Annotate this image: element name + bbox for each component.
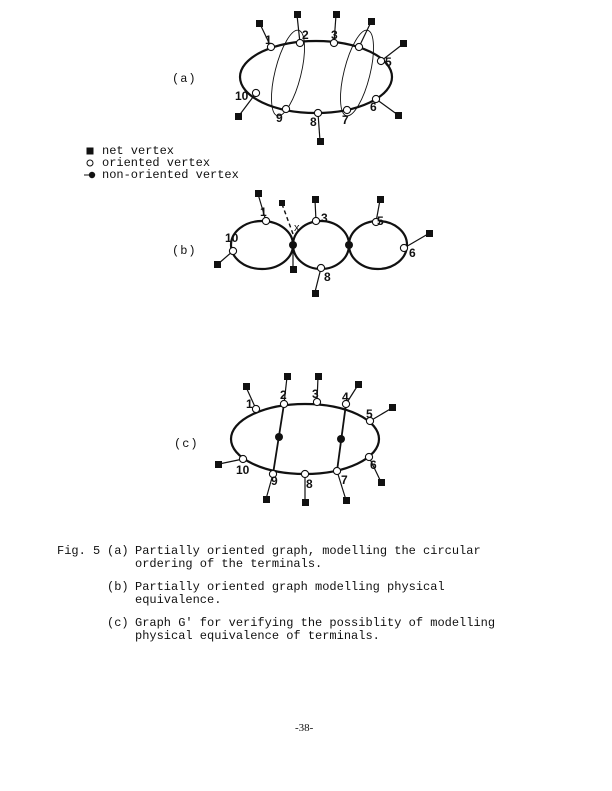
graph-c-vertex-label: 7 [341,473,348,487]
graph-c-net-vertex [378,479,385,486]
graph-c-vertex-label: 3 [312,387,319,401]
legend-nonoriented-label: non-oriented vertex [102,168,239,182]
graph-c-vertex-label: 2 [280,388,287,402]
graph-c-vertex-label: 1 [246,397,253,411]
graph-a-vertex-label: 1 [265,33,272,47]
graph-c-net-vertex [302,499,309,506]
graph-c-vertex-label: 10 [236,463,250,477]
graph-b-vertex-label: 8 [324,270,331,284]
graph-c-vertex-label: 6 [370,458,377,472]
caption-b-line2: equivalence. [135,593,222,607]
caption-c-line1: Graph G' for verifying the possiblity of modelling [135,616,496,630]
caption-a-tag: (a) [107,544,129,558]
legend-oriented-label: oriented vertex [102,156,211,170]
graph-a-vertex-label: 7 [342,113,349,127]
graph-c-net-vertex [355,381,362,388]
figure-caption [57,545,577,643]
panel-a-label: (a) [172,72,197,86]
caption-fig-label: Fig. 5 [57,544,101,558]
caption-c-text [135,617,495,643]
graph-c-vertex-label: 9 [271,474,278,488]
graph-c-vertex-label: 5 [366,407,373,421]
graph-a-vertex-label: 6 [370,100,377,114]
graph-c-oriented-vertex [333,467,340,474]
page-number: -38- [295,722,314,734]
graph-a-vertex-label: 9 [276,111,283,125]
graph-c-net-vertex [284,373,291,380]
caption-b-line1: Partially oriented graph modelling physical [135,580,445,594]
graph-c-net-vertex [263,496,270,503]
caption-c-line2: physical equivalence of terminals. [135,629,380,643]
caption-a-text [135,545,481,571]
panel-b-label: (b) [172,244,197,258]
graph-c-non-oriented-vertex [337,435,345,443]
graph-b-vertex-label: 5 [377,214,384,228]
caption-a [57,545,577,571]
graph-c-net-vertex [343,497,350,504]
graph-c-net-vertex [215,461,222,468]
graph-c-net-vertex [243,383,250,390]
graph-c-vertex-label: 4 [342,390,349,404]
graph-c-net-vertex [315,373,322,380]
graph-b-vertex-label: 10 [225,231,239,245]
graph-c-vertex-label: 8 [306,477,313,491]
graph-c-oriented-vertex [252,405,259,412]
graph-a-vertex-label: 5 [385,55,392,69]
caption-b-text [135,581,445,607]
legend-net-label: net vertex [102,144,175,158]
caption-b [57,581,577,607]
caption-a-line2: ordering of the terminals. [135,557,323,571]
caption-b-tag: (b) [107,580,129,594]
caption-a-line1: Partially oriented graph, modelling the circular [135,544,481,558]
panel-c-label: (c) [174,437,199,451]
graph-a-vertex-label: 10 [235,89,249,103]
caption-c [57,617,577,643]
graph-a-vertex-label: 3 [331,28,338,42]
graph-b-vertex-label: 1 [260,205,267,219]
graph-b-vertex-label: 6 [409,246,416,260]
graph-a-vertex-label: 2 [302,28,309,42]
graph-b-x-marker: x [294,222,300,234]
graph-c-net-vertex [389,404,396,411]
graph-a-vertex-label: 8 [310,115,317,129]
graph-c-cycle [231,404,379,474]
graph-c-oriented-vertex [239,455,246,462]
graph-b-vertex-label: 3 [321,211,328,225]
caption-c-tag: (c) [107,616,129,630]
graph-c-non-oriented-vertex [275,433,283,441]
